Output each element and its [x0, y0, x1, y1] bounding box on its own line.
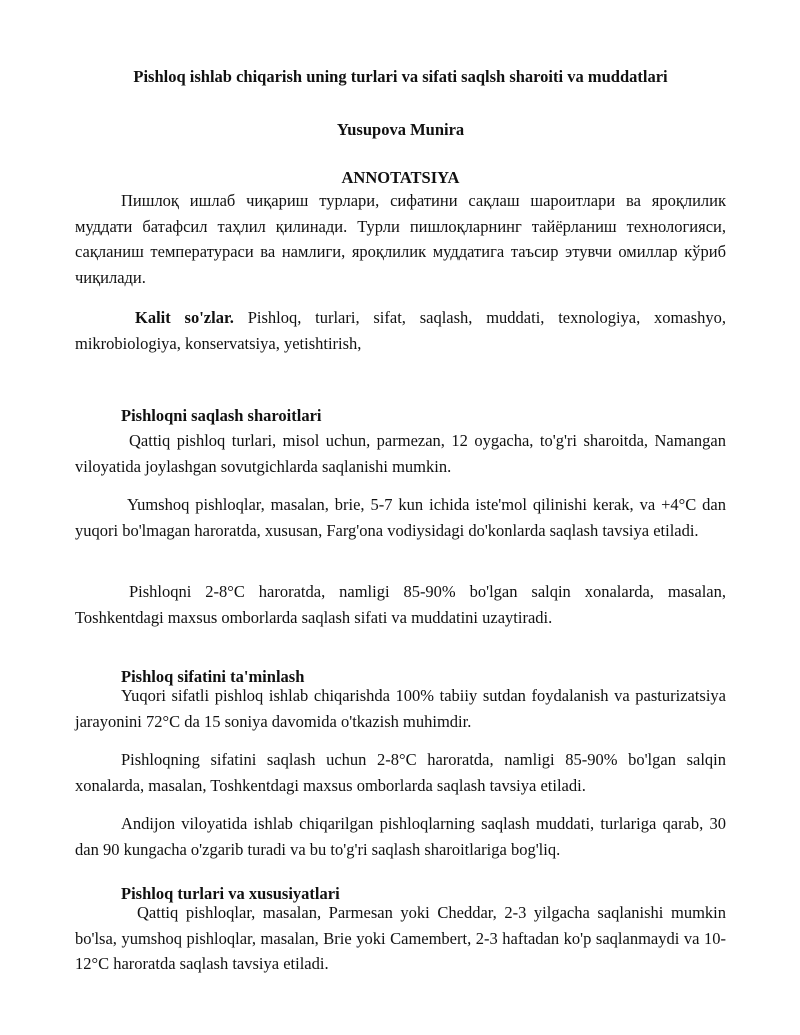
section-paragraph: [75, 428, 726, 479]
section-paragraph: [75, 579, 726, 630]
paragraph-text: Pishloqning sifatini saqlash uchun 2-8°C haroratda, namligi 85-90% bo'lgan salqin xonalarda, masalan, Toshkentdagi maxsus omborlarda saqlash tavsiya etiladi.: [75, 750, 726, 795]
paragraph-text: Qattiq pishloq turlari, misol uchun, parmezan, 12 oygacha, to'g'ri sharoitda, Namangan viloyatida joylashgan sovutgichlarda saqlanishi mumkin.: [75, 431, 726, 476]
section-paragraph: [75, 747, 726, 798]
section-paragraph: [75, 683, 726, 734]
section-paragraph: [75, 900, 726, 977]
paragraph-text: Yuqori sifatli pishloq ishlab chiqarishda 100% tabiiy sutdan foydalanish va pasturizatsiya jarayonini 72°C da 15 soniya davomida o'tkazish muhimdir.: [75, 686, 726, 731]
document-title: Pishloq ishlab chiqarish uning turlari va sifati saqlsh sharoiti va muddatlari: [133, 67, 668, 86]
annotation-heading: ANNOTATSIYA: [341, 168, 460, 187]
section-paragraph: [75, 492, 726, 543]
annotation-text: Пишлоқ ишлаб чиқариш турлари, сифатини сақлаш шароитлари ва яроқлилик муддати батафсил таҳлил қилинади. Турли пишлоқларнинг тайёрланиш технологияси, сақланиш температураси ва намлиги, яроқлилик муддатига таъсир этувчи омиллар кўриб чиқилади.: [75, 191, 726, 287]
document-author: Yusupova Munira: [336, 120, 465, 139]
keywords-paragraph: [75, 305, 726, 356]
paragraph-text: Pishloqni 2-8°C haroratda, namligi 85-90% bo'lgan salqin xonalarda, masalan, Toshkentdagi maxsus omborlarda saqlash sifati va muddatini uzaytiradi.: [75, 582, 726, 627]
paragraph-text: Andijon viloyatida ishlab chiqarilgan pishloqlarning saqlash muddati, turlariga qarab, 30 dan 90 kungacha o'zgarib turadi va bu to'g'ri saqlash sharoitlariga bog'liq.: [75, 814, 726, 859]
keywords-label: Kalit so'zlar.: [135, 308, 234, 327]
keywords-text: Pishloq, turlari, sifat, saqlash, muddati, texnologiya, xomashyo, mikrobiologiya, konservatsiya, yetishtirish,: [75, 308, 726, 353]
section-paragraph: [75, 811, 726, 862]
section-heading: Pishloq turlari va xususiyatlari: [121, 884, 340, 903]
annotation-body: [75, 188, 726, 290]
paragraph-text: Yumshoq pishloqlar, masalan, brie, 5-7 kun ichida iste'mol qilinishi kerak, va +4°C dan yuqori bo'lmagan haroratda, xususan, Farg'ona vodiysidagi do'konlarda saqlash tavsiya etiladi.: [75, 495, 726, 540]
keywords-block: [75, 305, 726, 356]
paragraph-text: Qattiq pishloqlar, masalan, Parmesan yoki Cheddar, 2-3 yilgacha saqlanishi mumkin bo'lsa, yumshoq pishloqlar, masalan, Brie yoki Camembert, 2-3 haftadan ko'p saqlanmaydi va 10-12°C haroratda saqlash tavsiya etiladi.: [75, 903, 726, 973]
section-heading: Pishloqni saqlash sharoitlari: [121, 406, 322, 425]
section-heading: Pishloq sifatini ta'minlash: [121, 667, 305, 686]
